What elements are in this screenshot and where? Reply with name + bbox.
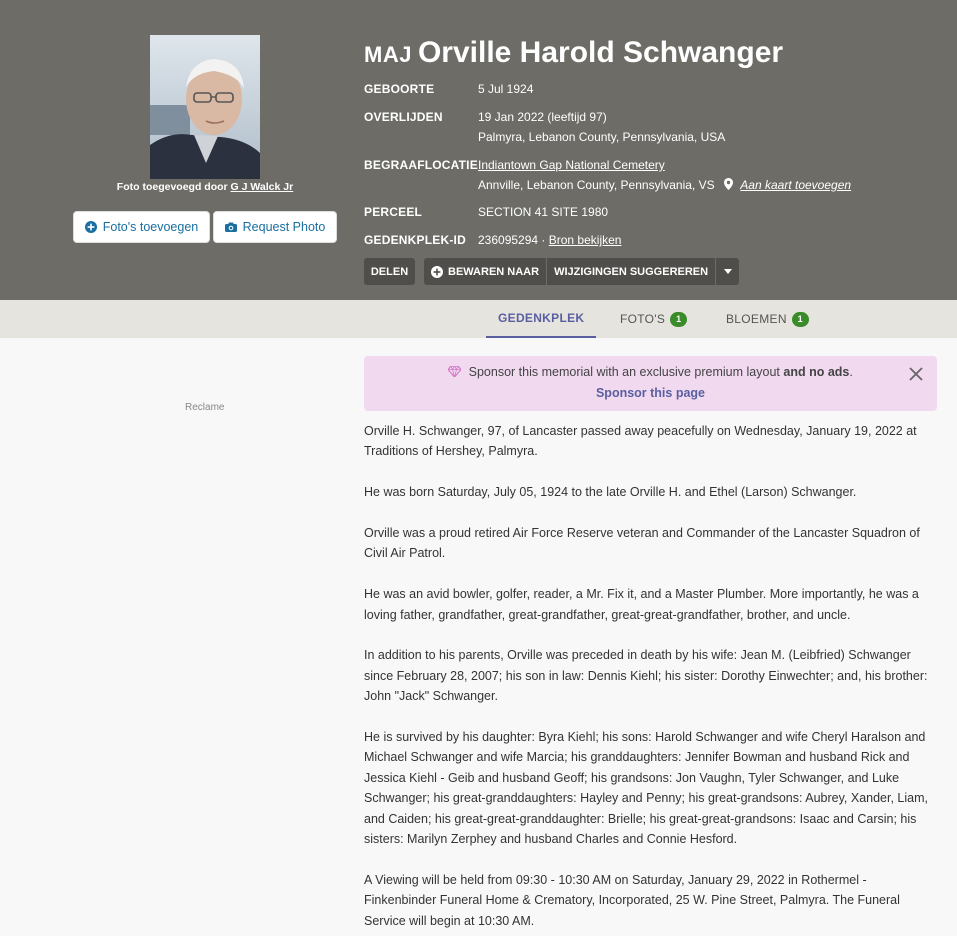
add-photos-label: Foto's toevoegen: [102, 220, 199, 234]
request-photo-label: Request Photo: [242, 220, 326, 234]
tab-flowers-label: BLOEMEN: [726, 312, 787, 326]
more-actions-dropdown[interactable]: [716, 258, 739, 285]
sponsor-banner: [364, 356, 937, 411]
sponsor-main-text: Sponsor this memorial with an exclusive premium layout: [468, 365, 780, 379]
photo-credit-prefix: Foto toegevoegd door: [116, 181, 228, 193]
caret-down-icon: [724, 269, 732, 274]
memorial-id-row: [478, 233, 621, 247]
death-place: Palmyra, Lebanon County, Pennsylvania, USA: [478, 130, 726, 144]
photo-credit: [100, 181, 310, 193]
tab-memorial-label: GEDENKPLEK: [498, 311, 585, 325]
bio-paragraph: In addition to his parents, Orville was preceded in death by his wife: Jean M. (Leibfried) Schwanger since February 28, 2007; his son in law: Dennis Kiehl; his sister: Dorothy Einwechter; and, his brother: John "Jack" Schwanger.: [364, 648, 928, 704]
close-icon[interactable]: [907, 365, 925, 383]
cemetery-link[interactable]: Indiantown Gap National Cemetery: [478, 158, 665, 172]
burial-label: BEGRAAFLOCATIE: [364, 158, 478, 172]
memorial-name: [364, 36, 783, 70]
death-value: 19 Jan 2022 (leeftijd 97): [478, 110, 607, 124]
burial-place-row: [478, 178, 851, 192]
save-to-button[interactable]: [424, 258, 547, 285]
sponsor-page-link[interactable]: Sponsor this page: [595, 386, 706, 400]
diamond-icon: [448, 366, 461, 377]
death-label: OVERLIJDEN: [364, 110, 443, 124]
action-button-group: [424, 258, 739, 285]
memorial-id-label: GEDENKPLEK-ID: [364, 233, 466, 247]
memorial-id-value: 236095294 ·: [478, 233, 546, 247]
bio-paragraph: He was an avid bowler, golfer, reader, a Mr. Fix it, and a Master Plumber. More importantly, he was a loving father, grandfather, great-grandfather, great-great-grandfather, brother, and uncle.: [364, 587, 919, 622]
bio-paragraph: Orville was a proud retired Air Force Reserve veteran and Commander of the Lancaster Squadron of Civil Air Patrol.: [364, 526, 920, 561]
portrait-image: [150, 35, 260, 179]
bio-paragraph: He was born Saturday, July 05, 1924 to the late Orville H. and Ethel (Larson) Schwanger.: [364, 485, 857, 500]
birth-value: 5 Jul 1924: [478, 82, 534, 96]
ad-label: Reclame: [185, 402, 225, 413]
birth-label: GEBOORTE: [364, 82, 435, 96]
sponsor-text: [364, 365, 937, 379]
request-photo-button[interactable]: [213, 211, 337, 243]
add-photos-button[interactable]: [73, 211, 210, 243]
burial-cemetery: [478, 158, 665, 172]
tab-flowers[interactable]: [726, 300, 809, 338]
plus-circle-icon: [85, 221, 97, 233]
suggest-edits-button[interactable]: WIJZIGINGEN SUGGEREREN: [547, 258, 716, 285]
tab-photos-label: FOTO'S: [620, 312, 666, 326]
save-to-label: BEWAREN NAAR: [448, 265, 540, 278]
tab-photos[interactable]: [620, 300, 687, 338]
tab-memorial[interactable]: [486, 300, 596, 338]
bio-paragraph: A Viewing will be held from 09:30 - 10:30 AM on Saturday, January 29, 2022 in Rothermel - Finkenbinder Funeral Home & Crematory, Incorporated, 25 W. Pine Street, Palmyra. The Funeral Service will begin at 10:30 AM.: [364, 872, 900, 928]
military-rank: MAJ: [364, 42, 412, 67]
bio-paragraph: Orville H. Schwanger, 97, of Lancaster passed away peacefully on Wednesday, January 19, 2022 at Traditions of Hershey, Palmyra.: [364, 424, 917, 459]
biography: [364, 421, 939, 936]
view-source-link[interactable]: Bron bekijken: [548, 233, 622, 247]
plot-label: PERCEEL: [364, 205, 423, 219]
sponsor-text-end: .: [849, 365, 853, 379]
memorial-tabs: [0, 300, 957, 338]
photo-credit-author-link[interactable]: G J Walck Jr: [230, 181, 294, 193]
bio-paragraph: He is survived by his daughter: Byra Kiehl; his sons: Harold Schwanger and wife Cheryl Haralson and Michael Schwanger and wife Marcia; his granddaughters: Jennifer Bowman and husband Rick and Jessica Kiehl - Geib and husband Geoff; his grandsons: Jon Vaughn, Tyler Schwanger, and Luke Schwanger; his great-granddaughters: Hayley and Penny; his great-grandsons: Aubrey, Xander, Liam, and Caiden; his great-great-granddaughter: Brielle; his great-great-grandsons: Isaac and Carsin; his sisters: Marilyn Zerphey and husband Charles and Connie Hesford.: [364, 730, 928, 847]
map-pin-icon: [724, 178, 733, 190]
sponsor-bold-text: and no ads: [783, 365, 850, 379]
memorial-header: [0, 0, 957, 300]
memorial-photo[interactable]: [150, 35, 260, 179]
flowers-count-badge: 1: [792, 312, 809, 327]
photos-count-badge: 1: [670, 312, 687, 327]
camera-icon: [225, 221, 237, 233]
plot-value: SECTION 41 SITE 1980: [478, 205, 609, 219]
burial-place: Annville, Lebanon County, Pennsylvania, VS: [478, 178, 715, 192]
share-button[interactable]: DELEN: [364, 258, 415, 285]
add-to-map-link[interactable]: Aan kaart toevoegen: [740, 178, 852, 192]
person-name: Orville Harold Schwanger: [417, 36, 784, 69]
plus-circle-icon: [431, 266, 443, 278]
